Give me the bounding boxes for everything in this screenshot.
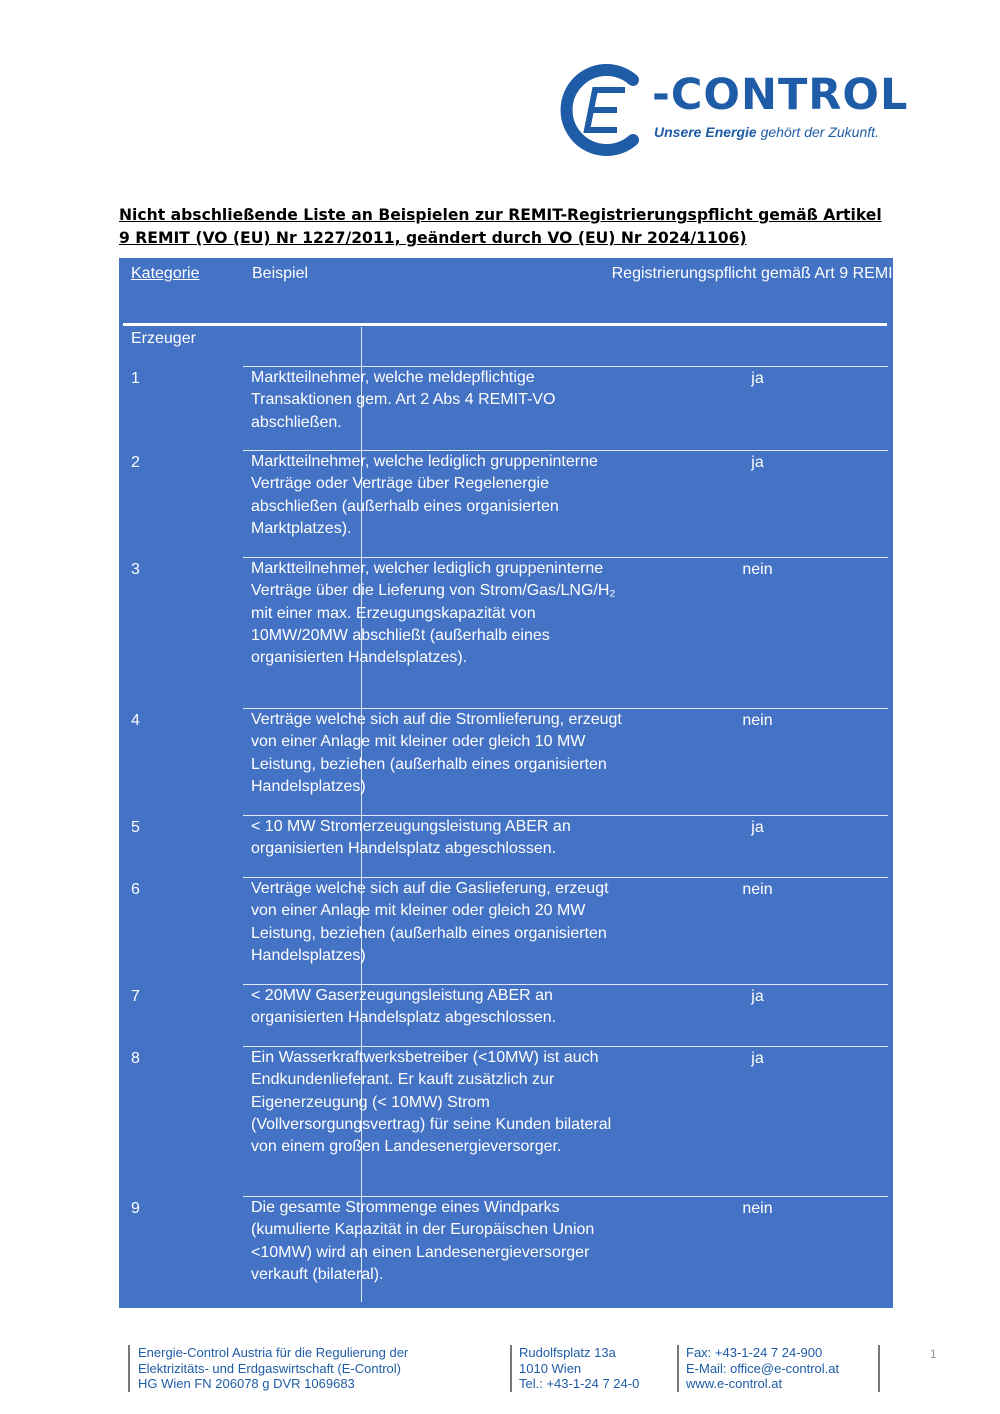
row-registrierung: ja [751,454,764,471]
footer-address: Rudolfsplatz 13a 1010 Wien Tel.: +43-1-24 7 24-0 [519,1345,640,1391]
row-beispiel: Die gesamte Strommenge eines Windparks (kumulierte Kapazität in der Europäischen Union <10MW) wird an einen Landesenergieversorger verkauft (bilateral). [251,1199,595,1283]
header-divider [123,323,887,326]
row-registrierung: nein [742,561,773,578]
row-beispiel: Marktteilnehmer, welcher lediglich gruppeninterne Verträge über die Lieferung von Strom/Gas/LNG/H₂ mit einer max. Erzeugungskapazität von 10MW/20MW abschließt (außerhalb eines organisierten Handelsplatzes). [251,560,616,667]
row-registrierung: ja [751,370,764,387]
row-beispiel: Marktteilnehmer, welche lediglich gruppeninterne Verträge oder Verträge über Regelenergie abschließen (außerhalb eines organisierten Marktplatzes). [251,453,598,537]
footer-company: Energie-Control Austria für die Regulierung der Elektrizitäts- und Erdgaswirtschaft (E-Control) HG Wien FN 206078 g DVR 1069683 [138,1345,409,1391]
e-control-logo [555,62,909,158]
row-registrierung: nein [742,712,773,729]
row-registrierung: ja [751,1050,764,1067]
row-beispiel: Verträge welche sich auf die Stromlieferung, erzeugt von einer Anlage mit kleiner oder gleich 10 MW Leistung, beziehen (außerhalb eines organisierten Handelsplatzes) [251,711,622,795]
group-label: Erzeuger [131,330,196,347]
footer-divider [510,1345,512,1392]
row-beispiel: < 10 MW Stromerzeugungsleistung ABER an organisierten Handelsplatz abgeschlossen. [251,818,571,858]
logo-tagline: Unsere Energie gehört der Zukunft. [654,124,879,140]
header-beispiel: Beispiel [252,265,309,282]
row-kategorie: 3 [131,561,140,578]
row-registrierung: nein [742,1200,773,1217]
row-registrierung: ja [751,819,764,836]
row-kategorie: 1 [131,370,140,387]
footer-divider [677,1345,679,1392]
row-kategorie: 5 [131,819,140,836]
row-beispiel: Verträge welche sich auf die Gaslieferung, erzeugt von einer Anlage mit kleiner oder gleich 20 MW Leistung, beziehen (außerhalb eines organisierten Handelsplatzes) [251,880,609,964]
header-kategorie: Kategorie [131,265,200,282]
row-kategorie: 4 [131,712,140,729]
footer-divider [878,1345,880,1392]
row-kategorie: 9 [131,1200,140,1217]
website-link[interactable]: www.e-control.at [686,1376,783,1391]
row-kategorie: 8 [131,1050,140,1067]
row-beispiel: Marktteilnehmer, welche meldepflichtige Transaktionen gem. Art 2 Abs 4 REMIT-VO abschließen. [251,369,556,431]
document-title: Nicht abschließende Liste an Beispielen zur REMIT-Registrierungspflicht gemäß Artikel 9 REMIT (VO (EU) Nr 1227/2011, geändert durch VO (EU) Nr 2024/1106) [119,206,882,247]
row-beispiel: < 20MW Gaserzeugungsleistung ABER an organisierten Handelsplatz abgeschlossen. [251,987,557,1027]
email-link[interactable]: E-Mail: office@e-control.at [686,1360,840,1376]
header-registrierungspflicht: Registrierungspflicht gemäß Art 9 REMIT [611,265,903,282]
row-beispiel: Ein Wasserkraftwerksbetreiber (<10MW) ist auch Endkundenlieferant. Er kauft zusätzlich zur Eigenerzeugung (< 10MW) Strom (Vollversorgungsvertrag) für seine Kunden bilateral von einem großen Landesenergieversorger. [251,1049,612,1156]
row-registrierung: ja [751,988,764,1005]
e-control-logo-icon [555,62,651,158]
footer-divider [128,1345,130,1392]
row-kategorie: 2 [131,454,140,471]
row-registrierung: nein [742,881,773,898]
page-number: 1 [930,1347,937,1361]
row-kategorie: 6 [131,881,140,898]
row-kategorie: 7 [131,988,140,1005]
logo-wordmark: -CONTROL [652,70,909,120]
footer-contact: Fax: +43-1-24 7 24-900 E-Mail: office@e-control.at www.e-control.at [686,1345,840,1391]
